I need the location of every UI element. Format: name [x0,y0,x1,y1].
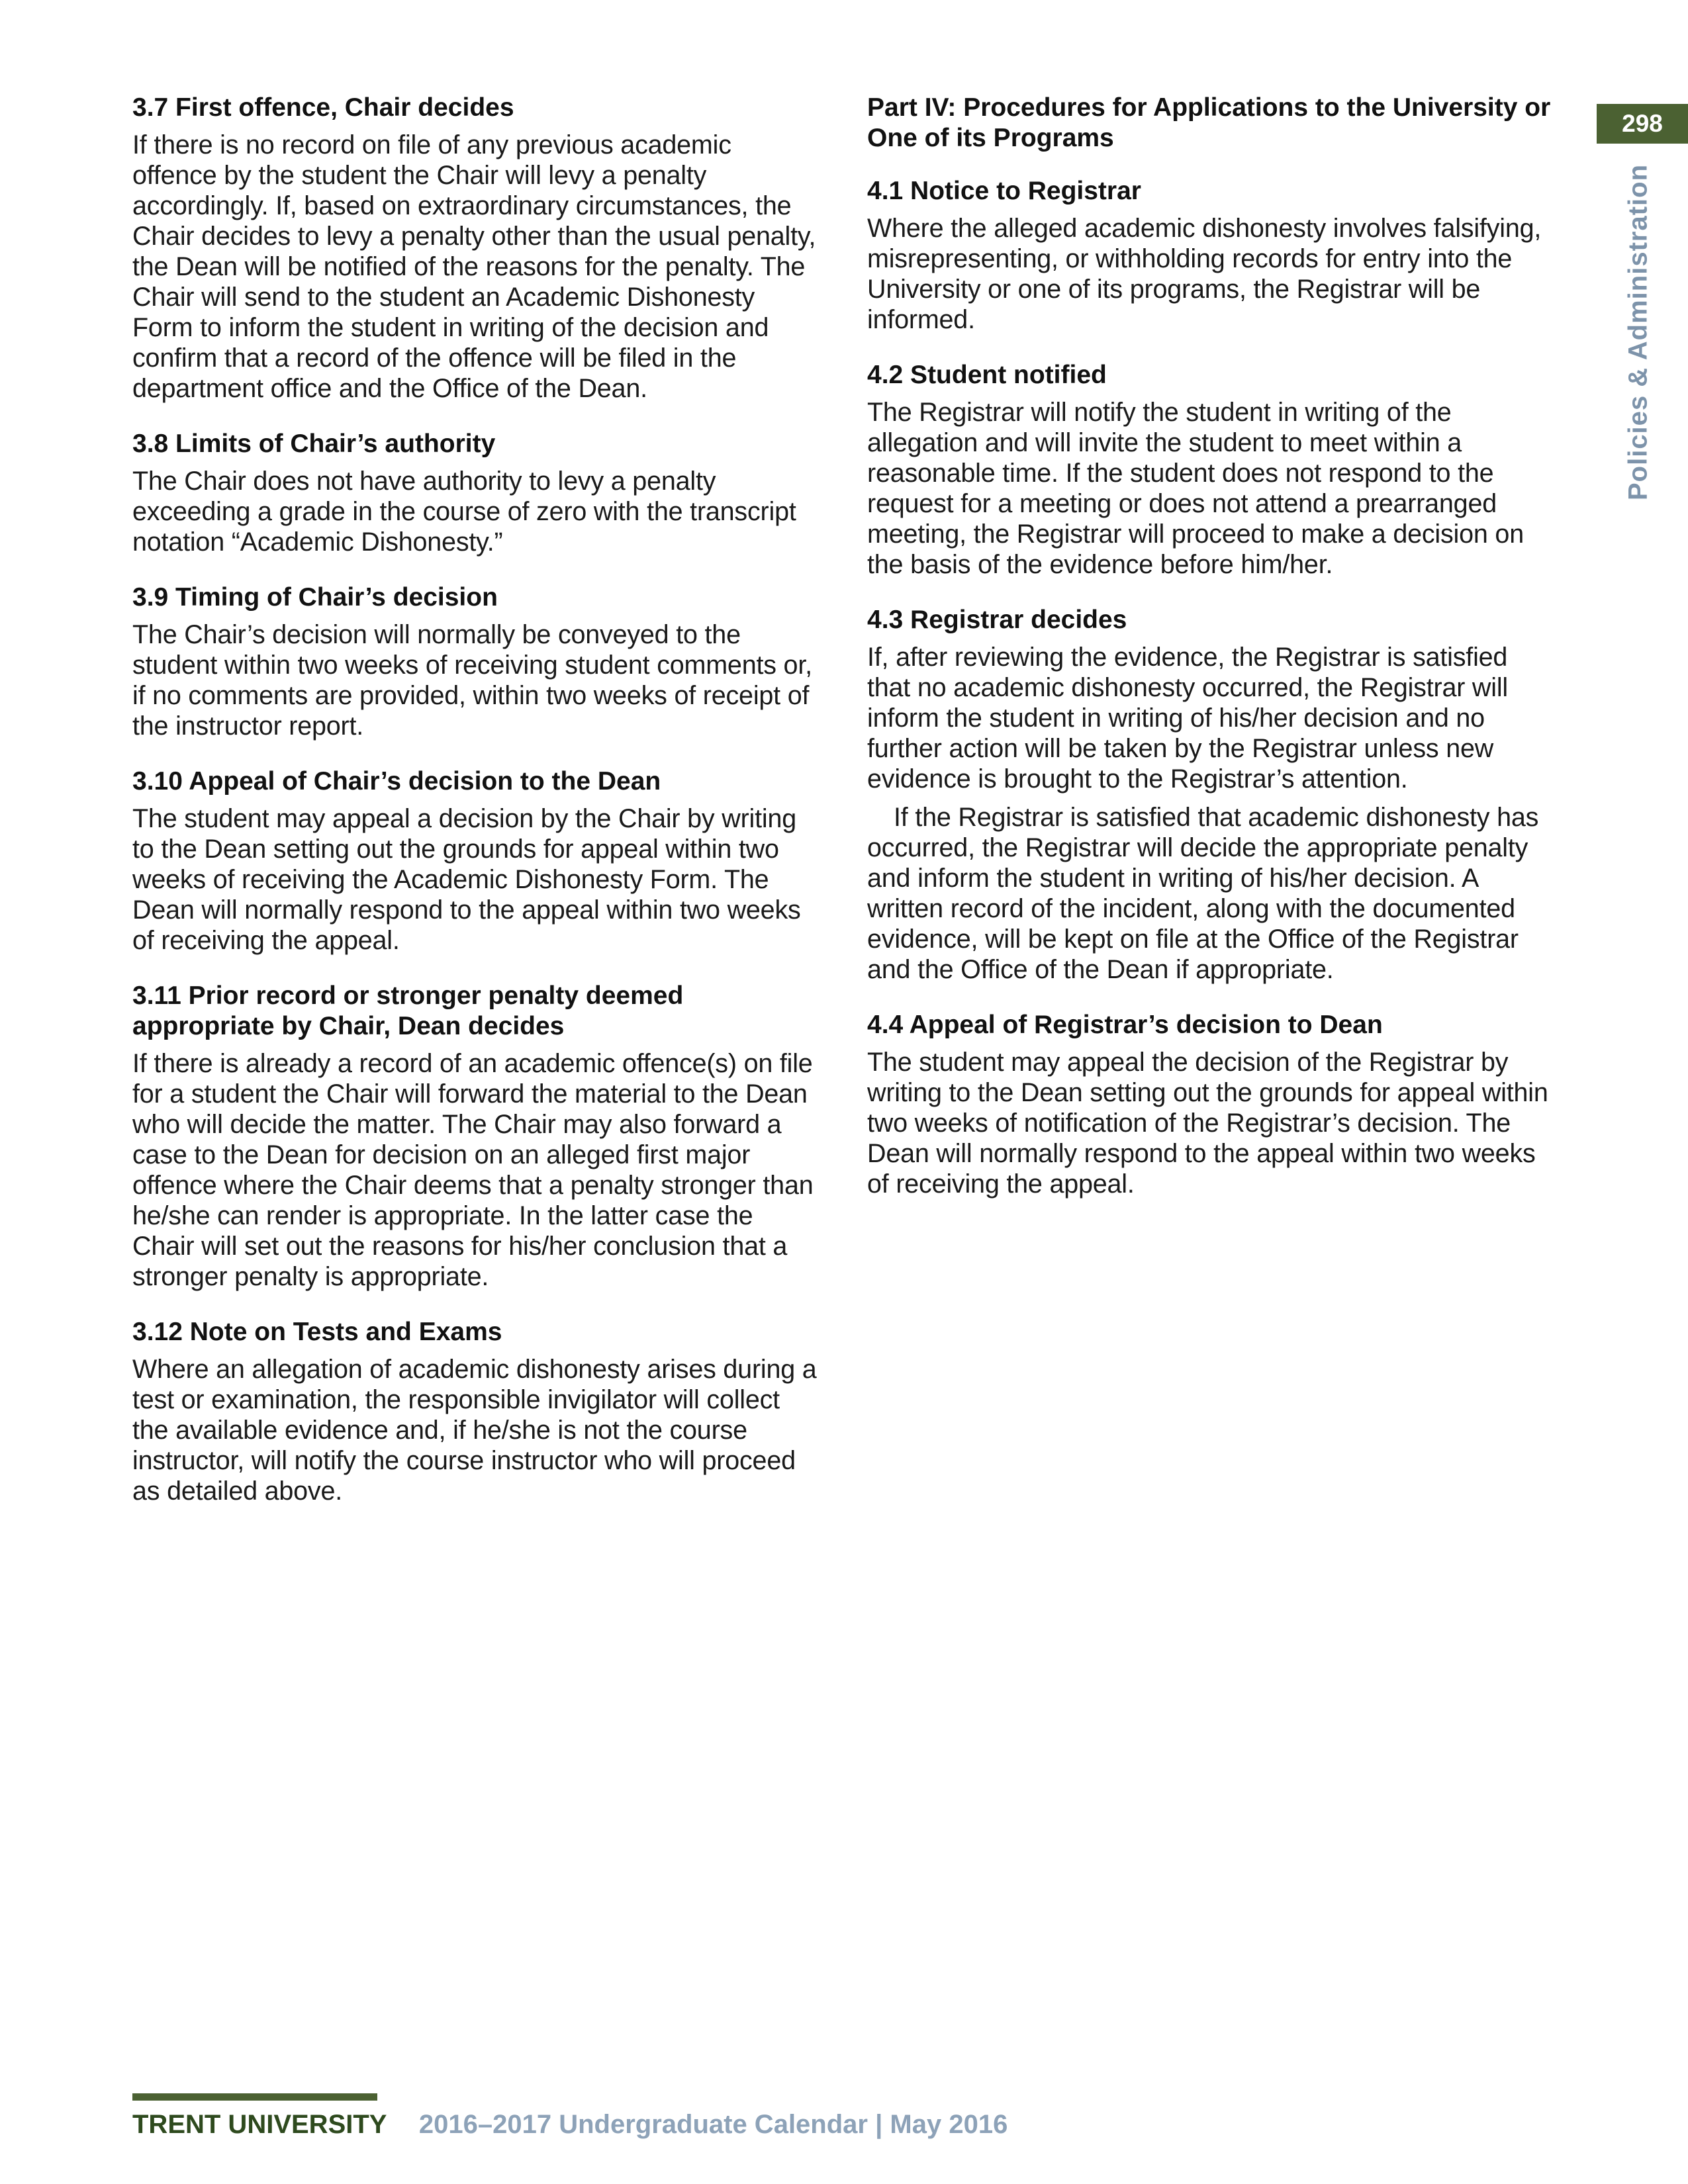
section-paragraph: Where an allegation of academic dishonesty arises during a test or examination, the responsible invigilator will collect the available evidence and, if he/she is not the course instructor, will notify the course instructor who will proceed as detailed above. [132,1355,817,1506]
left-column [132,93,821,1531]
section-heading: 4.2 Student notified [867,361,1107,389]
side-label-text: Policies & Administration [1623,163,1653,501]
section-3-10 [132,766,821,956]
section-heading: 3.9 Timing of Chair’s decision [132,583,498,612]
footer-university: TRENT UNIVERSITY [132,2110,387,2139]
page-number: 298 [1622,110,1663,137]
section-3-12 [132,1317,821,1506]
section-heading: 3.7 First offence, Chair decides [132,93,514,122]
section-heading: 3.12 Note on Tests and Exams [132,1318,502,1346]
section-4-4 [867,1010,1556,1199]
section-3-11 [132,981,821,1292]
section-paragraph: The student may appeal a decision by the Chair by writing to the Dean setting out the grounds for appeal within two weeks of receiving the Academic Dishonesty Form. The Dean will normally respond to the appeal within two weeks of receiving the appeal. [132,804,801,955]
footer-rule [132,2093,377,2101]
section-heading: 4.3 Registrar decides [867,606,1127,634]
part-heading: Part IV: Procedures for Applications to the University or One of its Programs [867,93,1551,152]
section-heading: 3.11 Prior record or stronger penalty deemed appropriate by Chair, Dean decides [132,981,684,1040]
section-paragraph: If there is already a record of an academic offence(s) on file for a student the Chair will forward the material to the Dean who will decide the matter. The Chair may also forward a case to the Dean for decision on an alleged first major offence where the Chair deems that a penalty stronger than he/she can render is appropriate. In the latter case the Chair will set out the reasons for his/her conclusion that a stronger penalty is appropriate. [132,1049,814,1291]
section-paragraph: If the Registrar is satisfied that academic dishonesty has occurred, the Registrar will decide the appropriate penalty and inform the student in writing of his/her decision. A written record of the incident, along with the documented evidence, will be kept on file at the Office of the Registrar and the Office of the Dean if appropriate. [867,803,1539,984]
section-paragraph: If there is no record on file of any previous academic offence by the student the Chair will levy a penalty accordingly. If, based on extraordinary circumstances, the Chair decides to levy a penalty other than the usual penalty, the Dean will be notified of the reasons for the penalty. The Chair will send to the student an Academic Dishonesty Form to inform the student in writing of the decision and confirm that a record of the offence will be filed in the department office and the Office of the Dean. [132,130,816,403]
section-heading: 4.1 Notice to Registrar [867,177,1141,205]
section-paragraph: The Registrar will notify the student in writing of the allegation and will invite the student to meet within a reasonable time. If the student does not respond to the request for a meeting or does not attend a prearranged meeting, the Registrar will proceed to make a decision on the basis of the evidence before him/her. [867,398,1524,579]
section-4-3 [867,605,1556,985]
page-footer [132,2110,1008,2140]
section-3-8 [132,429,821,557]
section-heading: 3.10 Appeal of Chair’s decision to the Dean [132,767,661,796]
section-3-7 [132,93,821,404]
section-heading: 4.4 Appeal of Registrar’s decision to Dean [867,1011,1383,1039]
section-4-2 [867,360,1556,580]
section-paragraph: Where the alleged academic dishonesty involves falsifying, misrepresenting, or withholding records for entry into the University or one of its programs, the Registrar will be informed. [867,214,1542,334]
page-number-badge [1597,104,1688,144]
section-paragraph: The Chair’s decision will normally be conveyed to the student within two weeks of receiving student comments or, if no comments are provided, within two weeks of receipt of the instructor report. [132,620,812,741]
section-paragraph: The student may appeal the decision of the Registrar by writing to the Dean setting out the grounds for appeal within two weeks of notification of the Registrar’s decision. The Dean will normally respond to the appeal within two weeks of receiving the appeal. [867,1048,1548,1199]
section-paragraph: The Chair does not have authority to levy a penalty exceeding a grade in the course of zero with the transcript notation “Academic Dishonesty.” [132,467,796,557]
section-3-9 [132,582,821,741]
section-paragraph: If, after reviewing the evidence, the Registrar is satisfied that no academic dishonesty occurred, the Registrar will inform the student in writing of his/her decision and no further action will be taken by the Registrar unless new evidence is brought to the Registrar’s attention. [867,643,1508,794]
footer-calendar: 2016–2017 Undergraduate Calendar | May 2016 [418,2110,1008,2139]
right-column [867,93,1556,1224]
section-side-label [1599,163,1678,501]
section-heading: 3.8 Limits of Chair’s authority [132,430,496,458]
section-4-1 [867,176,1556,335]
